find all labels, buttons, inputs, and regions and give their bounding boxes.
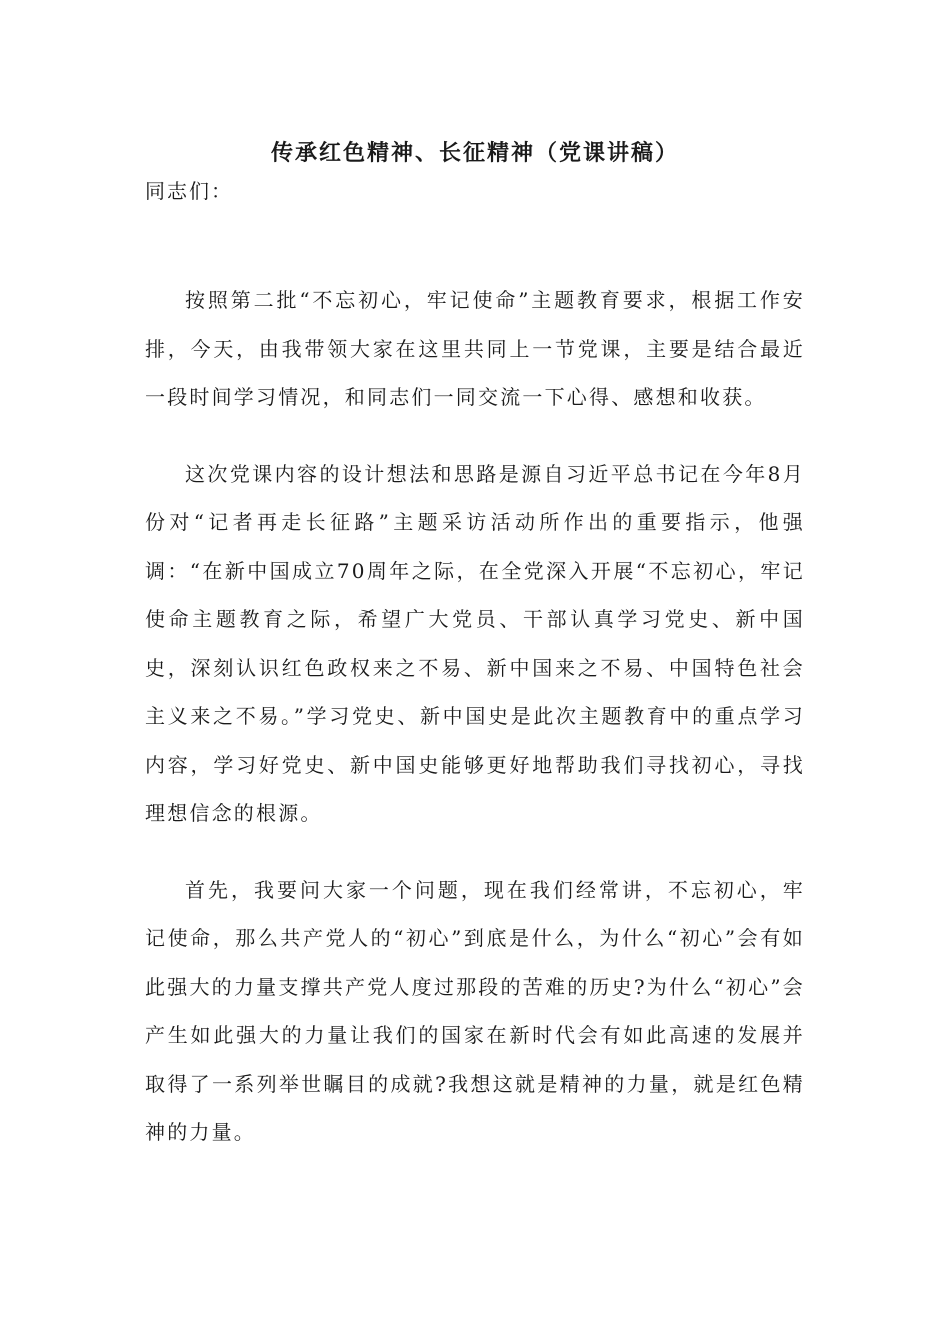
paragraph-1: 按照第二批“不忘初心，牢记使命”主题教育要求，根据工作安排，今天，由我带领大家在这里共同上一节党课，主要是结合最近一段时间学习情况，和同志们一同交流一下心得、感想和收获。 [145, 288, 805, 409]
paragraph-2: 这次党课内容的设计想法和思路是源自习近平总书记在今年8月份对“记者再走长征路”主题采访活动所作出的重要指示，他强调：“在新中国成立70周年之际，在全党深入开展“不忘初心，牢记使命主题教育之际，希望广大党员、干部认真学习党史、新中国史，深刻认识红色政权来之不易、新中国来之不易、中国特色社会主义来之不易。”学习党史、新中国史是此次主题教育中的重点学习内容，学习好党史、新中国史能够更好地帮助我们寻找初心，寻找理想信念的根源。 [145, 461, 805, 825]
document-body [145, 178, 805, 1157]
salutation: 同志们： [145, 179, 233, 203]
paragraph-3: 首先，我要问大家一个问题，现在我们经常讲，不忘初心，牢记使命，那么共产党人的“初心”到底是什么，为什么“初心”会有如此强大的力量支撑共产党人度过那段的苦难的历史?为什么“初心”会产生如此强大的力量让我们的国家在新时代会有如此高速的发展并取得了一系列举世瞩目的成就?我想这就是精神的力量，就是红色精神的力量。 [145, 877, 805, 1144]
document-title: 传承红色精神、长征精神（党课讲稿） [270, 140, 679, 166]
